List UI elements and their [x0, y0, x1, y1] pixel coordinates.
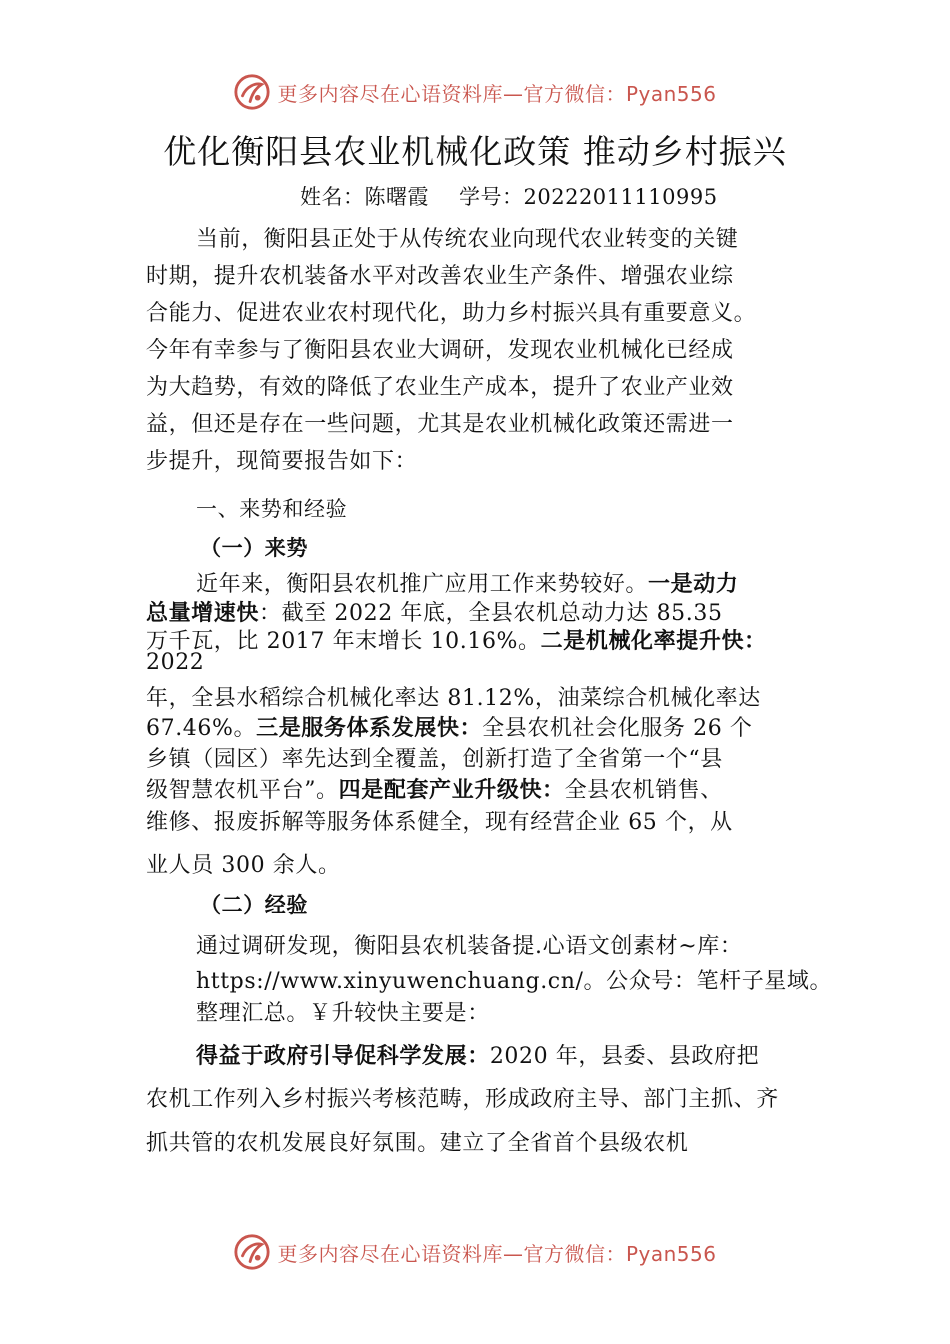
text-run: 近年来，衡阳县农机推广应用工作来势较好。	[196, 572, 649, 597]
author-name: 姓名：陈曙霞	[300, 185, 429, 209]
author-line	[300, 181, 718, 211]
text-run: 全县农机销售、	[564, 778, 723, 803]
paragraph-line: 步提升，现简要报告如下：	[146, 449, 418, 474]
paragraph-line	[146, 711, 753, 742]
paragraph-line: 合能力、促进农业农村现代化，助力乡村振兴具有重要意义。	[146, 301, 757, 326]
paragraph-line	[146, 624, 767, 655]
subsection-heading: （一）来势	[200, 536, 308, 560]
paragraph-line: 整理汇总。￥升较快主要是：	[196, 1001, 490, 1026]
paragraph-line: 为大趋势，有效的降低了农业生产成本，提升了农业产业效	[146, 375, 734, 400]
text-run: 万千瓦，比 2017 年末增长 10.16%。	[146, 629, 541, 654]
paragraph-line	[196, 567, 738, 598]
subsection-heading: （二）经验	[200, 893, 308, 917]
text-run: 全县农机社会化服务 26 个	[482, 716, 753, 741]
paragraph-line	[196, 1039, 759, 1070]
watermark-text: 更多内容尽在心语资料库—官方微信：Pyan556	[277, 81, 717, 106]
bold-run: 总量增速快	[146, 601, 260, 626]
paragraph-line: 年，全县水稻综合机械化率达 81.12%，油菜综合机械化率达	[146, 686, 761, 711]
paragraph-line: 通过调研发现，衡阳县农机装备提.心语文创素材~库：	[196, 934, 743, 959]
text-run: 级智慧农机平台”。	[146, 778, 339, 803]
paragraph-line: 农机工作列入乡村振兴考核范畴，形成政府主导、部门主抓、齐	[146, 1087, 779, 1112]
text-run: 2020 年，县委、县政府把	[489, 1044, 760, 1069]
watermark-text: 更多内容尽在心语资料库—官方微信：Pyan556	[277, 1241, 717, 1266]
paragraph-line: 今年有幸参与了衡阳县农业大调研，发现农业机械化已经成	[146, 338, 734, 363]
bold-run: 二是机械化率提升快：	[540, 629, 767, 654]
paragraph-line: 维修、报废拆解等服务体系健全，现有经营企业 65 个，从	[146, 810, 733, 835]
student-id: 学号：20222011110995	[459, 185, 718, 209]
paragraph-line: 业人员 300 余人。	[146, 853, 341, 878]
bold-run: 四是配套产业升级快：	[338, 778, 565, 803]
paragraph-line	[146, 773, 723, 804]
bold-run: 三是服务体系发展快：	[256, 716, 483, 741]
document-title: 优化衡阳县农业机械化政策 推动乡村振兴	[163, 132, 787, 171]
paragraph-line: 2022	[146, 650, 205, 675]
xinyu-logo-icon	[233, 1233, 271, 1271]
paragraph-line	[146, 596, 723, 627]
watermark-footer	[0, 1232, 950, 1272]
section-heading: 一、来势和经验	[196, 497, 348, 521]
text-run: 67.46%。	[146, 716, 257, 741]
paragraph-line: https://www.xinyuwenchuang.cn/。公众号：笔杆子星域。	[196, 969, 833, 994]
xinyu-logo-icon	[233, 73, 271, 111]
paragraph-line: 时期，提升农机装备水平对改善农业生产条件、增强农业综	[146, 264, 734, 289]
paragraph-line: 乡镇（园区）率先达到全覆盖，创新打造了全省第一个“县	[146, 747, 723, 772]
bold-run: 一是动力	[648, 572, 739, 597]
text-run: ：截至 2022 年底，全县农机总动力达 85.35	[259, 601, 723, 626]
paragraph-line: 当前，衡阳县正处于从传统农业向现代农业转变的关键	[196, 227, 739, 252]
paragraph-line: 益，但还是存在一些问题，尤其是农业机械化政策还需进一	[146, 412, 734, 437]
paragraph-line: 抓共管的农机发展良好氛围。建立了全省首个县级农机	[146, 1131, 689, 1156]
bold-run: 得益于政府引导促科学发展：	[196, 1044, 490, 1069]
watermark-header	[0, 72, 950, 112]
